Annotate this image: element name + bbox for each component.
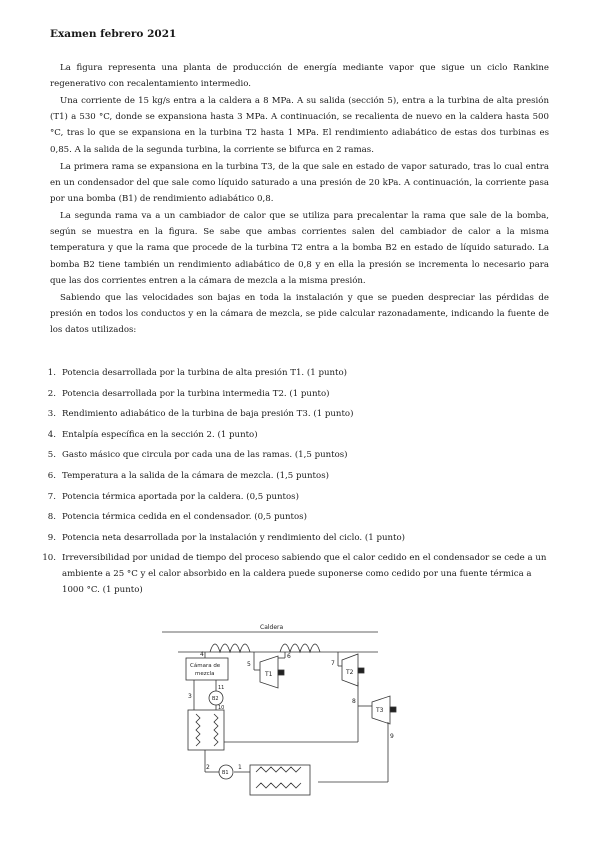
point-label: 5 (247, 661, 251, 668)
question-item: 8. Potencia térmica cedida en el condensador. (0,5 puntos) (47, 512, 307, 523)
point-label: 9 (390, 733, 394, 740)
question-item: 7. Potencia térmica aportada por la caldera. (0,5 puntos) (47, 491, 299, 502)
point-label: 10 (218, 705, 225, 711)
mixing-chamber-label: Cámara de (190, 663, 221, 669)
point-label: 4 (200, 651, 204, 658)
b2-label: B2 (212, 696, 219, 702)
mixing-chamber-label-2: mezcla (195, 671, 215, 677)
question-item: 6. Temperatura a la salida de la cámara de mezcla. (1,5 puntos) (47, 470, 329, 481)
point-label: 8 (352, 698, 356, 705)
point-label: 7 (331, 660, 335, 667)
point-label: 6 (287, 653, 291, 660)
question-item: 5. Gasto másico que circula por cada una de las ramas. (1,5 puntos) (47, 450, 348, 461)
second-branch-paragraph: La segunda rama va a un cambiador de calor que se utiliza para precalentar la rama que sale de la bomba, según se muestra en la figura. Se sabe que ambas corrientes salen del cambiador de calor a la misma temperatura y que la rama que procede de la turbina T2 entra a la bomba B2 en estado de líquido saturado. La bomba B2 tiene también un rendimiento adiabático de 0,8 y en ella la presión se incrementa lo necesario para que las dos corrientes entren a la cámara de mezcla a la misma presión. (50, 211, 549, 286)
question-item: 10. Irreversibilidad por unidad de tiempo del proceso sabiendo que el calor cedido en el condensador se cede a un ambiente a 25 °C y el calor absorbido en la caldera puede suponerse como cedido por una fuente térmica a 1000 °C. (1 punto) (42, 553, 547, 596)
boiler-label: Caldera (260, 624, 284, 631)
first-branch-paragraph: La primera rama se expansiona en la turbina T3, de la que sale en estado de vapor saturado, tras lo cual entra en un condensador del que sale como líquido saturado a una presión de 20 kPa. A continuación, la corriente pasa por una bomba (B1) de rendimiento adiabático 0,8. (50, 162, 549, 205)
heat-exchanger (188, 710, 224, 750)
exam-title: Examen febrero 2021 (50, 28, 177, 40)
boiler-coil-2 (280, 644, 320, 652)
instructions-paragraph: Sabiendo que las velocidades son bajas en toda la instalación y que se pueden despreciar las pérdidas de presión en todos los conductos y en la cámara de mezcla, se pide calcular razonadamente, indicando la fuente de los datos utilizados: (50, 293, 549, 336)
rankine-cycle-diagram (150, 610, 410, 810)
t1-label: T1 (265, 671, 273, 678)
t2-label: T2 (346, 669, 354, 676)
point-label: 3 (188, 693, 192, 700)
question-list (36, 365, 551, 603)
point-label: 1 (238, 764, 242, 771)
question-item: 4. Entalpía específica en la sección 2. (1 punto) (47, 429, 258, 440)
intro-paragraph: La figura representa una planta de producción de energía mediante vapor que sigue un ciclo Rankine regenerativo con recalentamiento intermedio. (50, 63, 549, 90)
t3-label: T3 (376, 707, 384, 714)
question-item: 9. Potencia neta desarrollada por la instalación y rendimiento del ciclo. (1 punto) (47, 532, 405, 543)
point-label: 11 (218, 685, 225, 691)
boiler-paragraph: Una corriente de 15 kg/s entra a la caldera a 8 MPa. A su salida (sección 5), entra a la turbina de alta presión (T1) a 530 °C, donde se expansiona hasta 3 MPa. A continuación, se recalienta de nuevo en la caldera hasta 500 °C, tras lo que se expansiona en la turbina T2 hasta 1 MPa. El rendimiento adiabático de estas dos turbinas es 0,85. A la salida de la segunda turbina, la corriente se bifurca en 2 ramas. (50, 96, 549, 155)
question-item: 3. Rendimiento adiabático de la turbina de baja presión T3. (1 punto) (47, 409, 354, 420)
boiler-coil-1 (210, 644, 250, 652)
b1-label: B1 (222, 770, 229, 776)
question-item: 1. Potencia desarrollada por la turbina de alta presión T1. (1 punto) (47, 368, 347, 378)
point-label: 2 (206, 764, 210, 771)
question-item: 2. Potencia desarrollada por la turbina intermedia T2. (1 punto) (47, 388, 330, 399)
